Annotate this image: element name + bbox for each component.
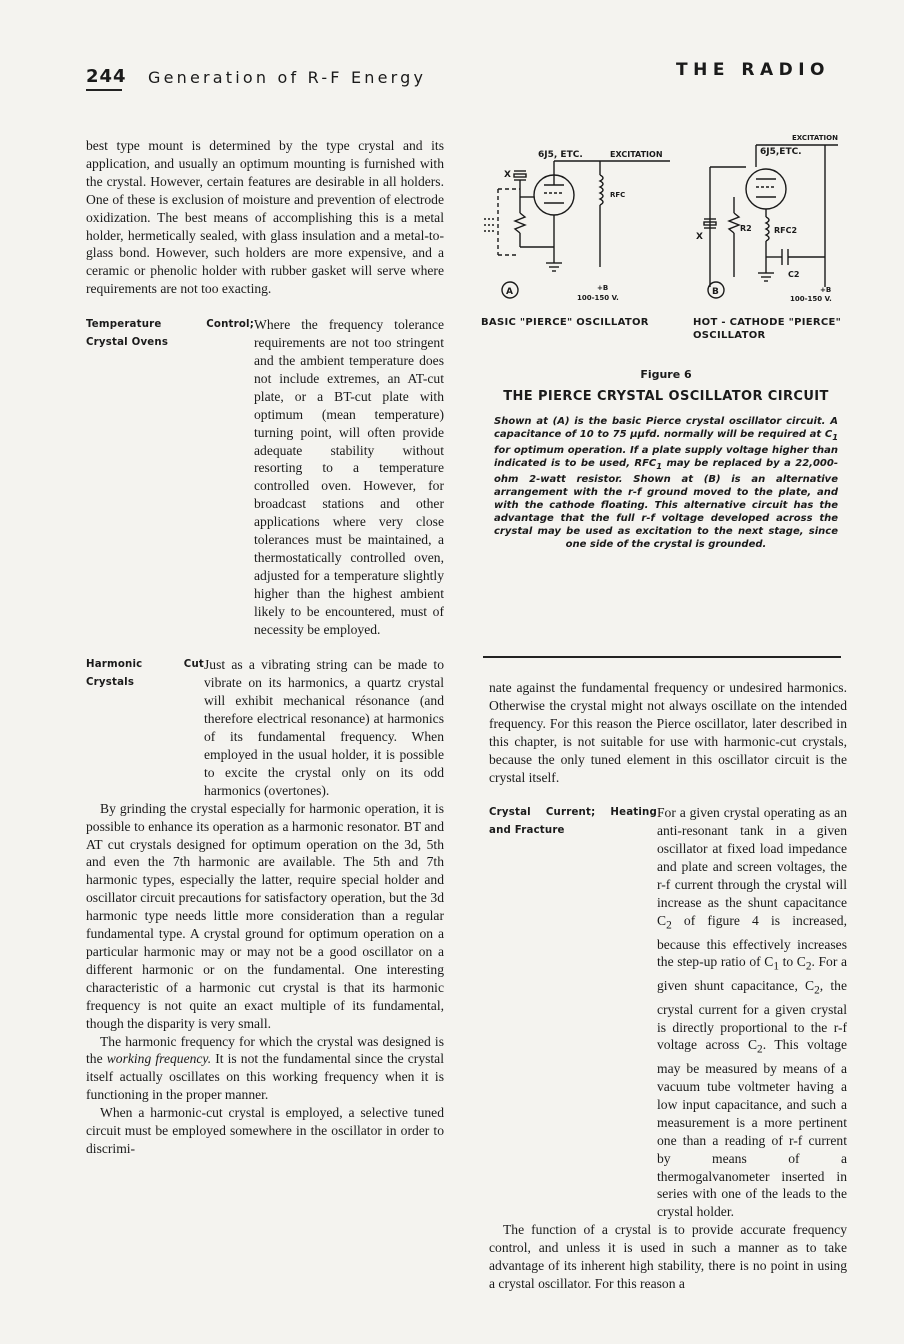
circuit-a-bplus: +B — [597, 284, 609, 292]
circuit-b-bplus: +B — [820, 286, 832, 294]
paragraph-selective-circuit: When a harmonic-cut crystal is employed, a selective tuned circuit must be employed somewhere in the oscillator in order to discrimi- — [86, 1105, 444, 1156]
tube-b-icon — [746, 169, 786, 209]
chapter-title: Generation of R-F Energy — [148, 68, 427, 87]
rfc-a-icon — [600, 175, 603, 205]
page-number: 244 — [86, 66, 127, 87]
circuit-b-tube-label: 6J5,ETC. — [760, 147, 802, 157]
figure-caption — [494, 368, 838, 551]
circuit-a-tube-label: 6J5, ETC. — [538, 150, 583, 160]
resistor-r2-label: R2 — [740, 224, 752, 233]
circuit-a-excitation-label: EXCITATION — [610, 150, 663, 159]
working-frequency-term: working frequency. — [106, 1051, 212, 1067]
circuit-b-schematic — [696, 134, 838, 303]
circuit-a-schematic — [484, 150, 670, 302]
paragraph-holder-mount: best type mount is determined by the type crystal and its application, and usually an optimum mounting is furnished with the crystal. However, certain features are desirable in all holders. One of these is exclusion of moisture and prevention of electrode oxidization. The best means of accomplishing this is a metal holder, hermetically sealed, with glass insulation and a metal-to-glass bond. However, such holders are more expensive, and a ceramic or phenolic holder with rubber gasket will serve where requirements are not too exacting. — [86, 138, 444, 297]
section-crystal-current — [489, 804, 847, 1221]
crystal-a-label: X — [504, 170, 511, 180]
rfc2-icon — [766, 217, 769, 241]
paragraph-crystal-current: For a given crystal operating as an anti-resonant tank in a given oscillator at fixed load impedance and plate and screen voltages, the r-f current through the crystal will increase as the shunt capacitance $C_2$ of figure 4 is increased, because this effectively increases the step-up ratio of $C_1$ to $C_2$. For a given shunt capacitance, $C_2$, the crystal current for a given crystal is directly proportional to the r-f voltage across $C_2$. This voltage may be measured by means of a vacuum tube voltmeter having a low input capacitance, and such a measurement is a more pertinent one than a reading of r-f current by means of a thermogalvanometer inserted in series with one of the leads to the crystal holder. — [657, 805, 847, 1220]
sidehead-crystal-current: Crystal Current; Heating and Fracture — [489, 807, 657, 837]
circuit-b-volts: 100-150 V. — [790, 295, 832, 303]
paragraph-crystal-function: The function of a crystal is to provide accurate frequency control, and unless it is used in such a manner as to take advantage of its inherent high stability, there is no point in using a crystal oscillator. For this reason a — [489, 1222, 847, 1291]
sidehead-temperature-control: Temperature Control; Crystal Ovens — [86, 319, 254, 349]
figure-title: THE PIERCE CRYSTAL OSCILLATOR CIRCUIT — [503, 389, 829, 404]
paragraph-discriminate: nate against the fundamental frequency or undesired harmonics. Otherwise the crystal might not always oscillate on the intended frequency. For this reason the Pierce oscillator, later described in this chapter, is not suitable for use with harmonic-cut crystals, because the only tuned element in this oscillator circuit is the crystal itself. — [489, 680, 847, 785]
circuit-a-marker: A — [506, 287, 513, 297]
circuit-b-excitation-label: EXCITATION — [792, 134, 838, 142]
circuit-b-caption: HOT - CATHODE "PIERCE" OSCILLATOR — [693, 317, 842, 341]
rfc2-label: RFC2 — [774, 226, 798, 235]
capacitor-c2-label: C2 — [788, 270, 800, 279]
figure-description: Shown at (A) is the basic Pierce crystal oscillator circuit. A capacitance of 10 to 75 μμfd. normally will be required at $C_1$ for optimum operation. If a plate supply voltage higher than indicated is to be used, $RFC_1$ may be replaced by a 22,000-ohm 2-watt resistor. Shown at (B) is an alternative arrangement with the r-f ground moved to the plate, and with the cathode floating. This alternative circuit has the advantage that the full r-f voltage developed across the crystal may be used as excitation to the next stage, since one side of the crystal is grounded. — [494, 416, 838, 550]
section-harmonic-cut — [86, 656, 444, 799]
right-column — [489, 679, 847, 1293]
resistor-r2-icon — [729, 213, 739, 233]
sidehead-harmonic-cut: Harmonic Cut Crystals — [86, 659, 204, 689]
circuit-a-caption: BASIC "PIERCE" OSCILLATOR — [481, 317, 649, 328]
figure-rule — [483, 656, 841, 658]
paragraph-grinding: By grinding the crystal especially for harmonic operation, it is possible to enhance its operation as a harmonic resonator. BT and AT cut crystals designed for optimum operation on the 3d, 5th and even the 7th harmonic are available. The 5th and 7th harmonic types, especially the latter, require special holder and oscillator circuit precautions for satisfactory operation, but the 3d harmonic type needs little more consideration than a regular fundamental type. A crystal ground for optimum operation on a particular harmonic may or may not be a good oscillator on a different harmonic or on the fundamental. One interesting characteristic of a harmonic cut crystal is that its harmonic frequency is not quite an exact multiple of its fundamental, though the disparity is very small. — [86, 800, 444, 1031]
paragraph-temperature-control: Where the frequency tolerance requirements are not too stringent and the ambient temperature does not include extremes, an AT-cut plate, or a BT-cut plate with optimum (mean temperature) turning point, will often provide adequate stability without resorting to a temperature controlled oven. However, for broadcast stations and other applications where very close tolerances must be maintained, a thermostatically controlled oven, adjusted for a temperature slightly higher than the highest ambient likely to be encountered, must of necessity be employed. — [254, 317, 444, 637]
crystal-a-icon — [514, 174, 526, 177]
grid-resistor-a-icon — [515, 213, 525, 233]
figure-label: Figure 6 — [640, 368, 692, 381]
paragraph-working-frequency: The harmonic frequency for which the crystal was designed is the working frequency. It is not the fundamental since the crystal itself actually oscillates on this working frequency when it is functioning in the proper manner. — [86, 1033, 444, 1103]
circuit-a-rfc-label: RFC — [610, 191, 626, 199]
header-rule — [86, 89, 122, 91]
paragraph-harmonic-cut: Just as a vibrating string can be made to vibrate on its harmonics, a quartz crystal will exhibit mechanical résonance (and therefore electrical resonance) at harmonics of its fundamental frequency. When employed in the usual holder, it is possible to excite the crystal only on its odd harmonics (overtones). — [204, 657, 444, 798]
section-temperature-control — [86, 316, 444, 638]
crystal-b-label: X — [696, 232, 703, 242]
book-title: THE RADIO — [676, 60, 830, 80]
left-column — [86, 137, 444, 1158]
circuit-b-marker: B — [712, 287, 719, 297]
circuit-a-volts: 100-150 V. — [577, 294, 619, 302]
